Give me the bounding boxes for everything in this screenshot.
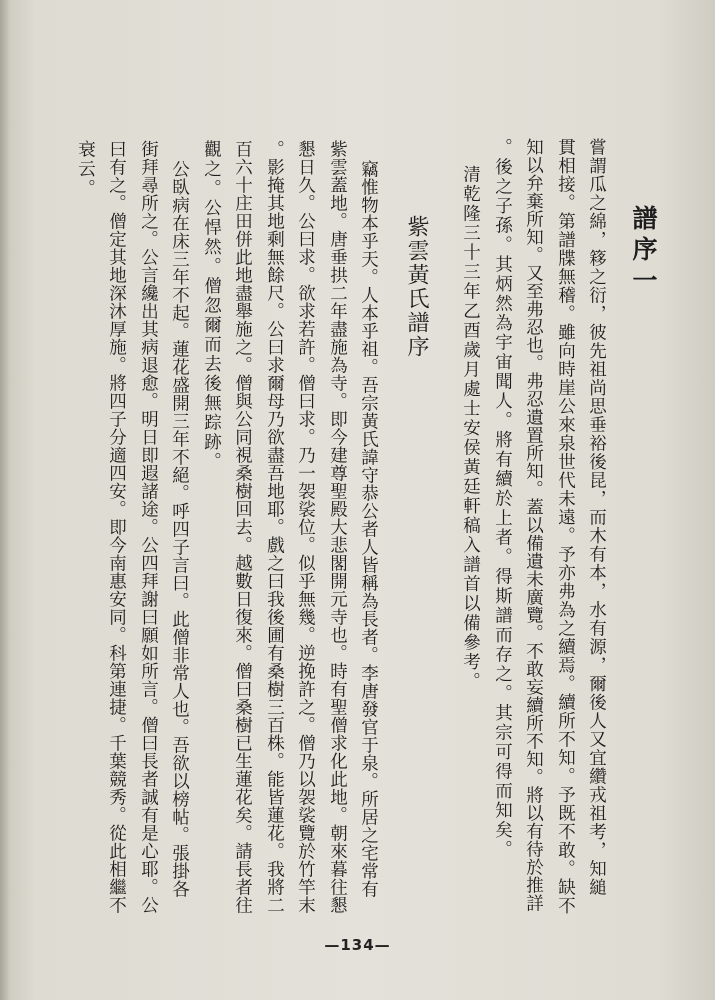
body-column-2: 紫雲蓋地。唐垂拱二年盡施為寺。即今建尊聖殿大悲閣開元寺也。時有聖僧求化此地。朝來暮往懇	[327, 140, 348, 914]
page-number: —134—	[324, 936, 391, 954]
preface-title: 紫雲黃氏譜序	[404, 215, 429, 359]
intro-column-1: 嘗謂瓜之綿，簃之衍，彼先祖尚思垂裕後昆，而木有本，水有源，爾後人又宜纘戎祖考，知縋	[586, 138, 607, 897]
body-column-3: 懇日久。公曰求。欲求若許。僧曰求。乃一袈裟位。似乎無幾。逆挽許之。僧乃以袈裟覽於竹竿末	[295, 140, 316, 914]
body-column-6: 觀之。公悍然。僧忽爾而去後無踪跡。	[201, 140, 222, 472]
body-column-8: 街拜尋所之。公言纔出其病退愈。明日即遐諸途。公四拜謝曰願如所言。僧曰長者誠有是心耶。公	[138, 140, 159, 914]
attribution-column: 清乾隆三十三年乙酉歲月處士安侯黃廷軒稿入譜首以備參考。	[460, 165, 481, 692]
body-column-7: 公臥病在床三年不起。蓮花盛開三年不絕。呼四子言曰。此僧非常人也。吾欲以榜帖。張掛各	[169, 160, 190, 898]
body-column-5: 百六十庄田併此地盡舉施之。僧與公同視桑樹回去。越數日復來。僧曰桑樹已生蓮花矣。請長者往	[232, 140, 253, 914]
body-column-9: 曰有之。僧定其地深沐厚施。將四子分適四安。即今南惠安同。科第連捷。千葉競秀。從此相繼不	[106, 140, 127, 914]
body-column-4: 。影掩其地剩無餘尺。公曰求爾母乃欲盡吾地耶。戲之曰我後圃有桑樹三百株。能皆蓮花。我將二	[264, 140, 285, 914]
body-column-1: 竊惟物本乎天。人本乎祖。吾宗黃氏諱守恭公者人皆稱為長者。李唐發官于泉。所居之宅常有	[358, 160, 379, 898]
intro-column-2: 貫相接。第譜牒無稽。雖向時崖公來泉世代未遠。予亦弗為之續焉。續所不知。予既不敢。缺不	[555, 138, 576, 915]
intro-column-4: 。後之子孫。其炳然為宇宙聞人。將有續於上者。得斯譜而存之。其宗可得而知矣。	[492, 138, 513, 860]
chapter-heading: 譜序一	[629, 205, 658, 298]
intro-column-3: 知以弁棄所知。又至弗忍也。弗忍遺置所知。蓋以備遺未廣覽。不敢妄續所不知。將以有待於推詳	[523, 138, 544, 912]
body-column-10: 衰云。	[75, 140, 96, 199]
